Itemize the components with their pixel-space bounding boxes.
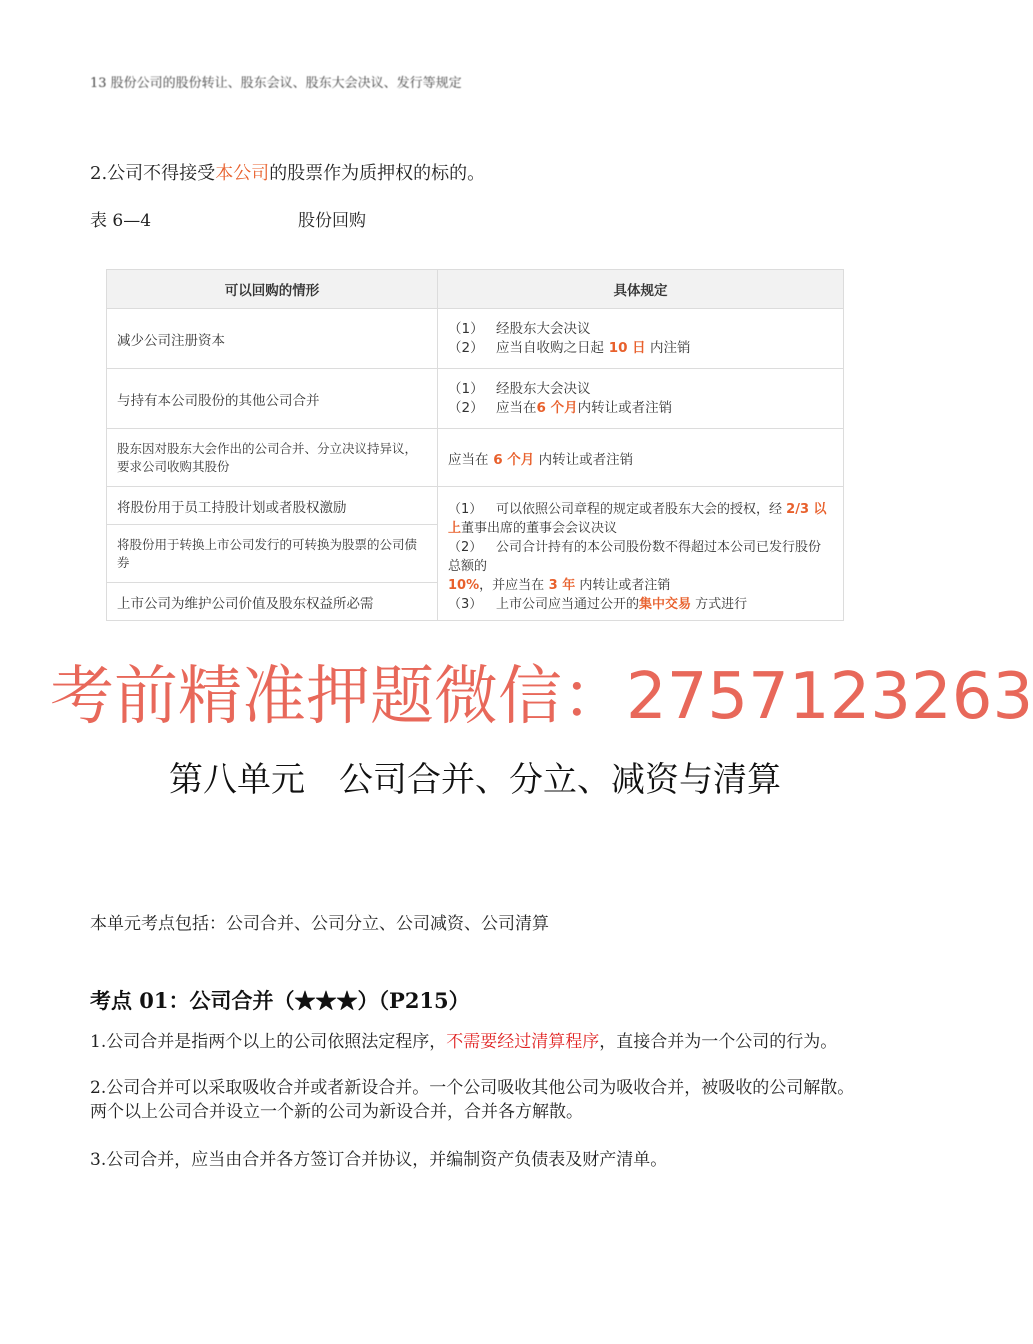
pledge-highlight: 本公司 xyxy=(215,163,270,184)
table-caption-number: 表 6—4 xyxy=(90,211,152,231)
header-rules: 具体规定 xyxy=(438,270,844,309)
table-caption-title: 股份回购 xyxy=(298,211,366,231)
rules-cell: （1） 经股东大会决议 （2） 应当自收购之日起 10 日 内注销 xyxy=(438,309,844,369)
table-row xyxy=(107,309,844,369)
table-row xyxy=(107,429,844,487)
situation-cell: 将股份用于员工持股计划或者股权激励 xyxy=(107,487,438,525)
watermark-text: 考前精准押题微信：2757123263 xyxy=(50,660,1033,734)
rules-cell: 应当在 6 个月 内转让或者注销 xyxy=(438,429,844,487)
para-1: 1.公司合并是指两个以上的公司依照法定程序，不需要经过清算程序，直接合并为一个公司的行为。 xyxy=(90,1032,838,1052)
pledge-prefix: 2.公司不得接受 xyxy=(90,163,216,184)
para-2-line-1: 2.公司合并可以采取吸收合并或者新设合并。一个公司吸收其他公司为吸收合并，被吸收的公司解散。 xyxy=(90,1078,855,1098)
para-3: 3.公司合并，应当由合并各方签订合并协议，并编制资产负债表及财产清单。 xyxy=(90,1150,668,1170)
para-2-line-2: 两个以上公司合并设立一个新的公司为新设合并，合并各方解散。 xyxy=(90,1102,583,1122)
clipped-top-line: 13 股份公司的股份转让、股东会议、股东大会决议、发行等规定 xyxy=(90,76,462,91)
merged-rules-cell: （1） 可以依照公司章程的规定或者股东大会的授权，经 2/3 以上董事出席的董事会会议决议 （2） 公司合计持有的本公司股份数不得超过本公司已发行股份总额的 10%，并应当在 3 年 内转让或者注销 （3） 上市公司应当通过公开的集中交易 方式进行 xyxy=(438,487,844,621)
pledge-paragraph xyxy=(90,162,485,186)
situation-cell: 股东因对股东大会作出的公司合并、分立决议持异议，要求公司收购其股份 xyxy=(107,429,438,487)
situation-cell: 与持有本公司股份的其他公司合并 xyxy=(107,369,438,429)
share-repurchase-table xyxy=(106,269,844,621)
rules-cell: （1） 经股东大会决议 （2） 应当在6 个月内转让或者注销 xyxy=(438,369,844,429)
table-header-row xyxy=(107,270,844,309)
unit-scope: 本单元考点包括：公司合并、公司分立、公司减资、公司清算 xyxy=(90,914,549,934)
table-row xyxy=(107,487,844,525)
unit-title: 第八单元 公司合并、分立、减资与清算 xyxy=(169,760,781,800)
situation-cell: 上市公司为维护公司价值及股东权益所必需 xyxy=(107,583,438,621)
header-situation: 可以回购的情形 xyxy=(107,270,438,309)
pledge-suffix: 的股票作为质押权的标的。 xyxy=(269,163,486,184)
situation-cell: 将股份用于转换上市公司发行的可转换为股票的公司债券 xyxy=(107,525,438,583)
kaodian-title: 考点 01：公司合并（★★★）（P215） xyxy=(90,988,470,1013)
situation-cell: 减少公司注册资本 xyxy=(107,309,438,369)
table-row xyxy=(107,369,844,429)
